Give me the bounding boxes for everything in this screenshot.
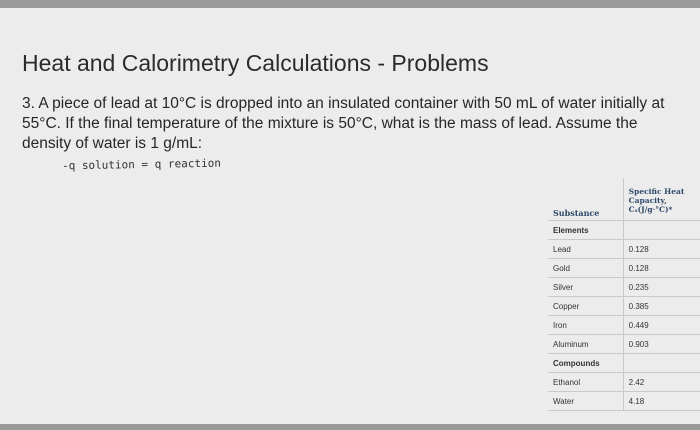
- value-cell: 4.18: [623, 392, 700, 411]
- substance-cell: Iron: [548, 316, 623, 335]
- substance-cell: Water: [548, 392, 623, 411]
- table-row: [548, 221, 700, 240]
- table-row: [548, 297, 700, 316]
- substance-cell: Ethanol: [548, 373, 623, 392]
- table-row: [548, 392, 700, 411]
- table-row: [548, 373, 700, 392]
- table-row: [548, 316, 700, 335]
- table-row: [548, 240, 700, 259]
- substance-cell: Aluminum: [548, 335, 623, 354]
- substance-cell: Copper: [548, 297, 623, 316]
- specific-heat-table: [548, 178, 700, 411]
- table-row: [548, 354, 700, 373]
- value-cell: 0.128: [623, 240, 700, 259]
- table-row: [548, 335, 700, 354]
- value-cell: 0.385: [623, 297, 700, 316]
- substance-cell: Silver: [548, 278, 623, 297]
- slide: [0, 8, 700, 424]
- problem-text: 3. A piece of lead at 10°C is dropped into an insulated container with 50 mL of water initially at 55°C. If the final temperature of the mixture is 50°C, what is the mass of lead. Assume the density of water is 1 g/mL:: [22, 95, 665, 152]
- table-row: [548, 278, 700, 297]
- substance-cell: Lead: [548, 240, 623, 259]
- category-label: Elements: [548, 221, 623, 240]
- handwritten-note: -q solution = q reaction: [61, 156, 222, 173]
- slide-title: Heat and Calorimetry Calculations - Problems: [22, 50, 489, 76]
- value-cell: [623, 221, 700, 240]
- value-cell: [623, 354, 700, 373]
- header-specific-heat: Specific Heat Capacity, Cₛ(J/g·°C)*: [623, 178, 700, 221]
- value-cell: 0.449: [623, 316, 700, 335]
- category-label: Compounds: [548, 354, 623, 373]
- header-substance: Substance: [548, 178, 623, 221]
- substance-cell: Gold: [548, 259, 623, 278]
- value-cell: 0.235: [623, 278, 700, 297]
- value-cell: 2.42: [623, 373, 700, 392]
- value-cell: 0.903: [623, 335, 700, 354]
- table-row: [548, 259, 700, 278]
- value-cell: 0.128: [623, 259, 700, 278]
